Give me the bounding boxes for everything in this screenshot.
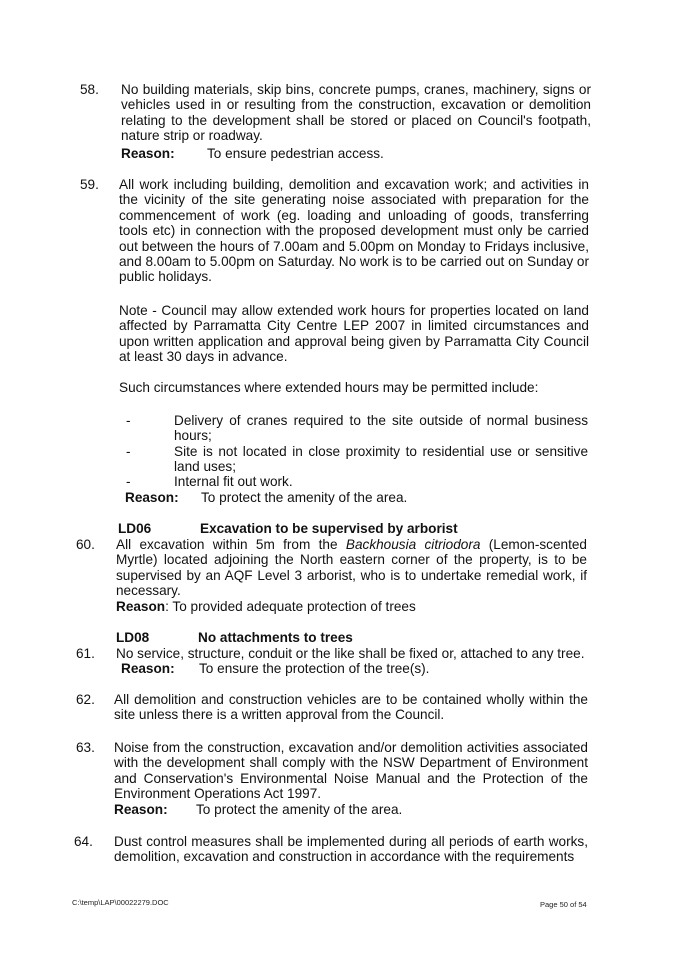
reason-label: Reason: bbox=[121, 146, 175, 161]
reason-text: To ensure pedestrian access. bbox=[207, 146, 384, 161]
condition-text: No service, structure, conduit or the like shall be fixed or, attached to any tree. bbox=[116, 646, 585, 661]
bullet-dash: - bbox=[126, 444, 131, 459]
bullet-item: Internal fit out work. bbox=[174, 474, 293, 489]
condition-note: Note - Council may allow extended work hours for properties located on land affected by Parramatta City Centre LEP 2007 in limited circumstances and upon written application and approval being given by Parramatta City Council at least 30 days in advance. bbox=[119, 303, 589, 365]
condition-text bbox=[116, 537, 587, 599]
reason-text: To protect the amenity of the area. bbox=[201, 490, 408, 505]
condition-number: 62. bbox=[76, 692, 95, 707]
condition-text: All work including building, demolition and excavation work; and activities in the vicinity of the site generating noise associated with preparation for the commencement of work (eg. loading and unloading of goods, transferring tools etc) in connection with the proposed development must only be carried out between the hours of 7.00am and 5.00pm on Monday to Fridays inclusive, and 8.00am to 5.00pm on Saturday. No work is to be carried out on Sunday or public holidays. bbox=[119, 177, 589, 285]
reason-row bbox=[114, 802, 402, 817]
condition-text: All demolition and construction vehicles are to be contained wholly within the site unless there is a written approval from the Council. bbox=[114, 692, 588, 723]
reason-label: Reason: bbox=[114, 802, 168, 817]
condition-number: 58. bbox=[80, 82, 99, 97]
circumstances-intro: Such circumstances where extended hours may be permitted include: bbox=[119, 380, 539, 395]
reason-row bbox=[116, 599, 416, 614]
footer-page-number: Page 50 of 54 bbox=[540, 900, 587, 909]
condition-text: No building materials, skip bins, concrete pumps, cranes, machinery, signs or vehicles used in or resulting from the construction, excavation or demolition relating to the development shall be stored or placed on Council's footpath, nature strip or roadway. bbox=[121, 82, 591, 144]
condition-number: 61. bbox=[76, 646, 95, 661]
section-code: LD08 bbox=[116, 630, 150, 645]
reason-row bbox=[125, 490, 407, 505]
reason-label: Reason bbox=[116, 599, 166, 614]
condition-number: 63. bbox=[76, 740, 95, 755]
condition-text: Noise from the construction, excavation and/or demolition activities associated with the development shall comply with the NSW Department of Environment and Conservation's Environmental Noise Manual and the Protection of the Environment Operations Act 1997. bbox=[114, 740, 588, 802]
condition-text-part: (Lemon-scented Myrtle) located adjoining the North eastern corner of the property, is to be supervised by an AQF Level 3 arborist, who is to undertake remedial work, if necessary. bbox=[116, 537, 587, 599]
bullet-dash: - bbox=[126, 474, 131, 489]
condition-number: 60. bbox=[76, 537, 95, 552]
condition-number: 59. bbox=[80, 177, 99, 192]
bullet-dash: - bbox=[126, 413, 131, 428]
reason-text: To protect the amenity of the area. bbox=[196, 802, 403, 817]
condition-number: 64. bbox=[74, 834, 93, 849]
bullet-item: Site is not located in close proximity to residential use or sensitive land uses; bbox=[174, 444, 588, 475]
reason-row bbox=[121, 146, 384, 161]
reason-label: Reason: bbox=[125, 490, 179, 505]
section-code: LD06 bbox=[118, 521, 152, 536]
reason-label: Reason: bbox=[121, 661, 175, 676]
condition-text: Dust control measures shall be implemented during all periods of earth works, demolition, excavation and construction in accordance with the requirements bbox=[114, 834, 588, 865]
species-name: Backhousia citriodora bbox=[345, 537, 481, 552]
reason-text: : To provided adequate protection of trees bbox=[165, 599, 416, 614]
reason-row bbox=[121, 661, 429, 676]
section-title: Excavation to be supervised by arborist bbox=[200, 521, 458, 536]
condition-text-part: All excavation within 5m from the bbox=[116, 537, 346, 552]
section-title: No attachments to trees bbox=[198, 630, 353, 645]
bullet-item: Delivery of cranes required to the site outside of normal business hours; bbox=[174, 413, 588, 444]
footer-file-path: C:\temp\LAP\00022279.DOC bbox=[72, 898, 169, 907]
reason-text: To ensure the protection of the tree(s). bbox=[199, 661, 430, 676]
